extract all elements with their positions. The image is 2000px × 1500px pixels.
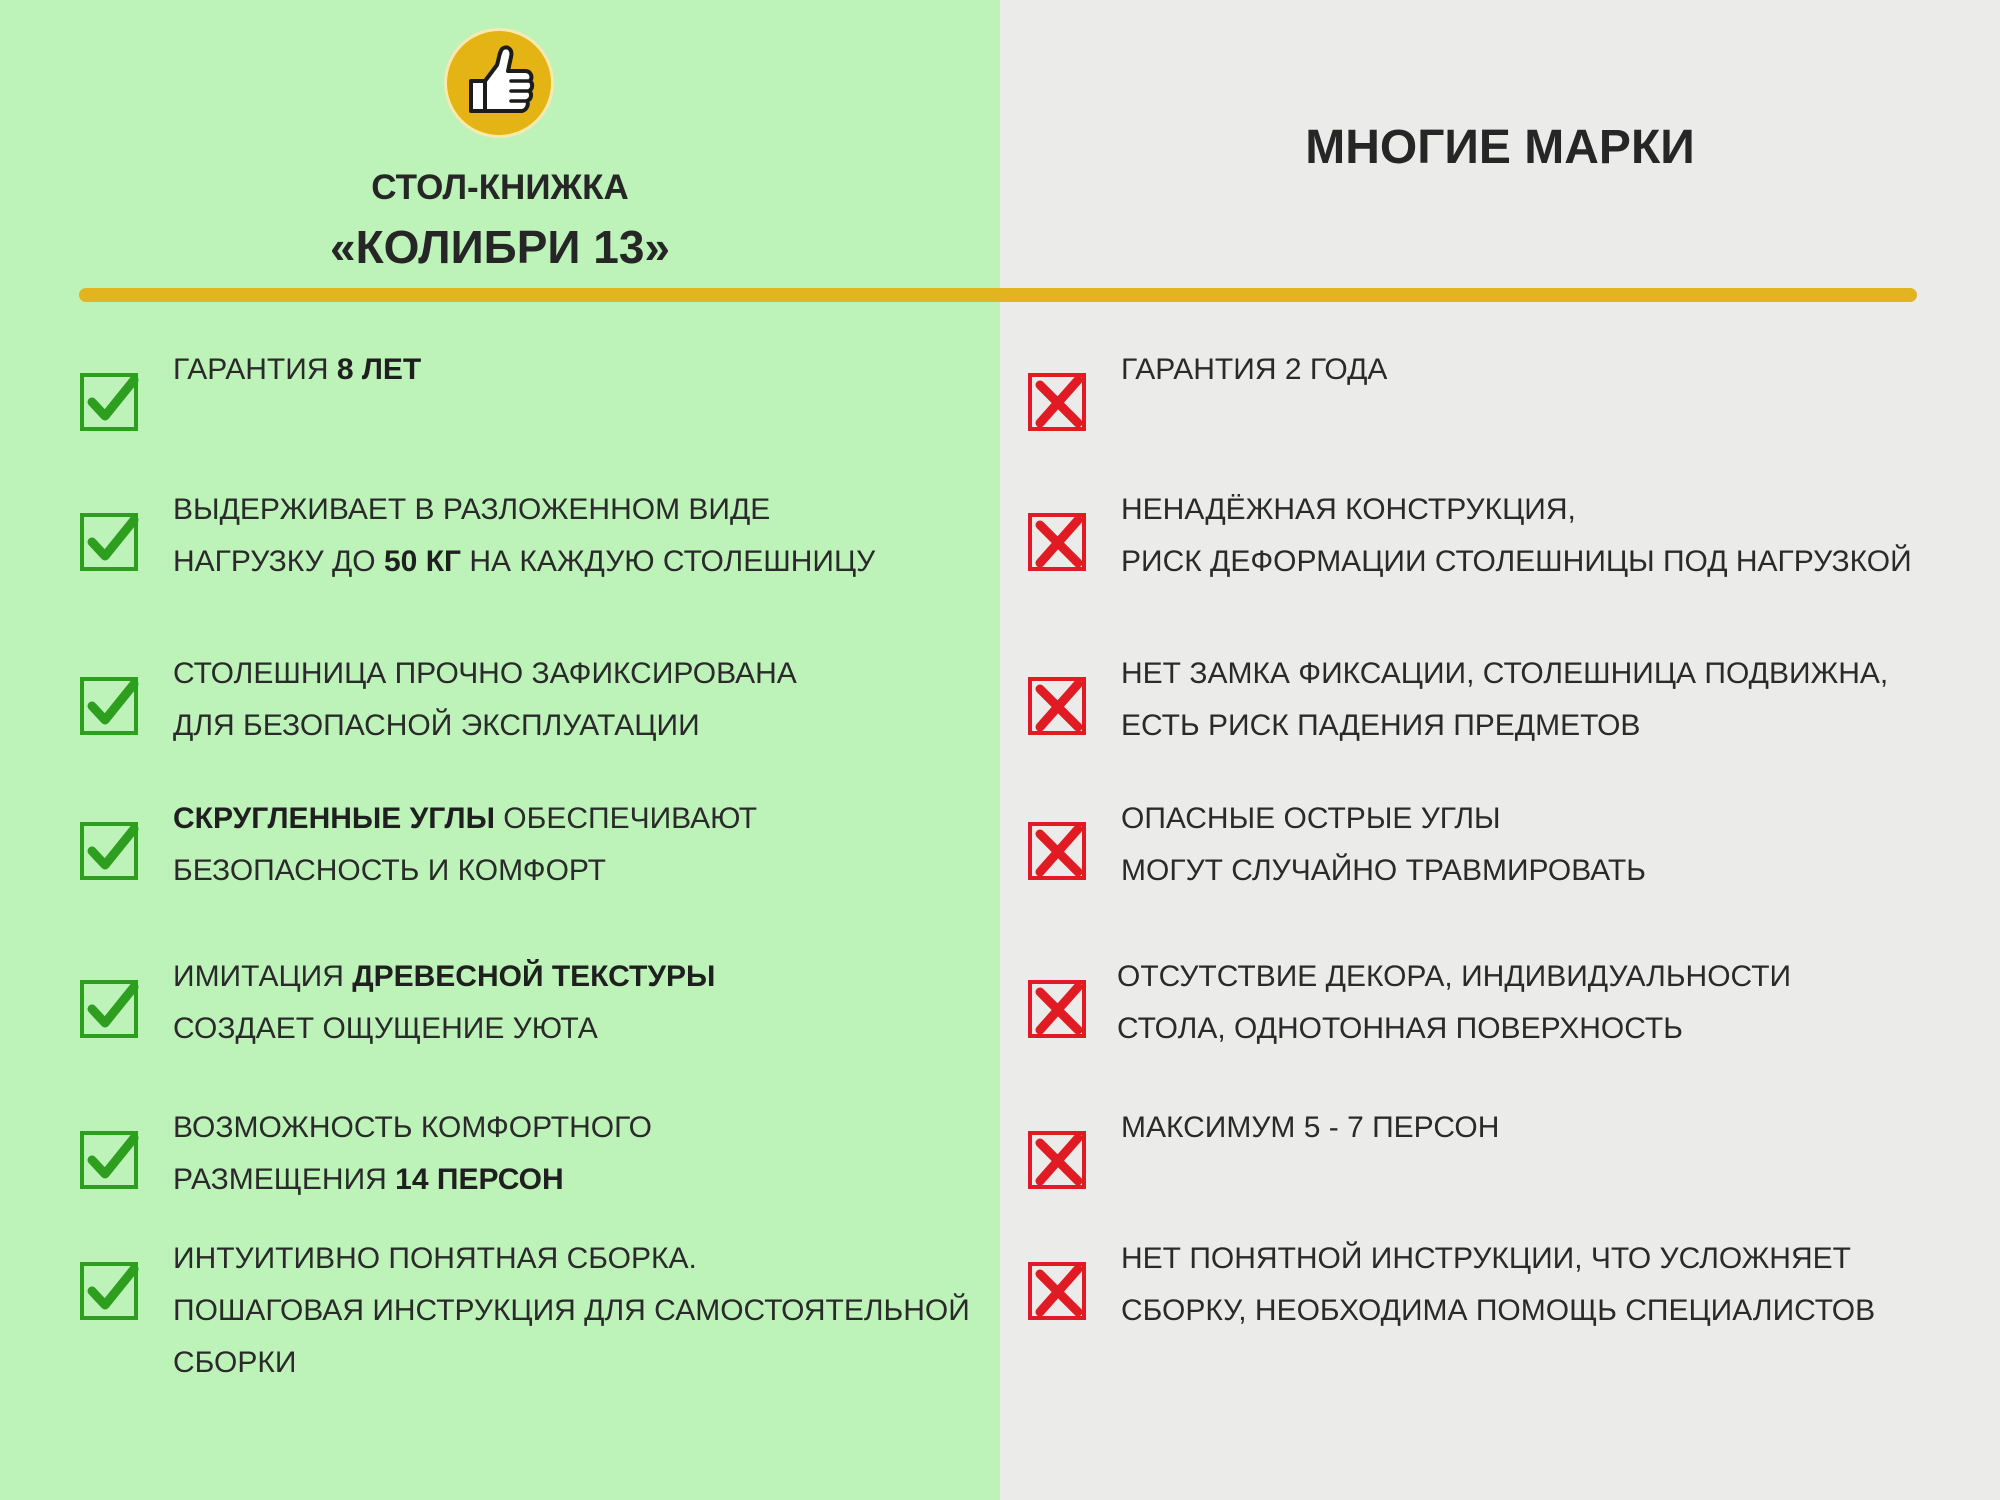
- advantage-item-text: [173, 648, 797, 752]
- item-text-line: [173, 1285, 970, 1337]
- item-text-line: [1121, 845, 1646, 897]
- emphasis-text: ДРЕВЕСНОЙ ТЕКСТУРЫ: [352, 960, 716, 993]
- item-text-line: [173, 484, 875, 536]
- checkbox-check-icon: [79, 512, 143, 576]
- plain-text: НАГРУЗКУ ДО: [173, 545, 384, 578]
- plain-text: НЕТ ЗАМКА ФИКСАЦИИ, СТОЛЕШНИЦА ПОДВИЖНА,: [1121, 657, 1889, 690]
- disadvantage-item-text: [1117, 951, 1791, 1055]
- item-text-line: [173, 700, 797, 752]
- item-text-line: [1117, 1003, 1791, 1055]
- emphasis-text: 8 ЛЕТ: [336, 353, 422, 386]
- plain-text: НА КАЖДУЮ СТОЛЕШНИЦУ: [461, 545, 876, 578]
- checkbox-cross-icon: [1027, 676, 1091, 740]
- thumbs-up-icon: [447, 31, 551, 135]
- plain-text: МОГУТ СЛУЧАЙНО ТРАВМИРОВАТЬ: [1121, 854, 1646, 887]
- checkbox-cross-icon: [1027, 821, 1091, 885]
- item-text-line: [173, 1102, 652, 1154]
- checkbox-check-icon: [79, 1261, 143, 1325]
- plain-text: СОЗДАЕТ ОЩУЩЕНИЕ УЮТА: [173, 1012, 598, 1045]
- item-text-line: [1121, 700, 1888, 752]
- checkbox-cross-icon: [1027, 512, 1091, 576]
- plain-text: ИНТУИТИВНО ПОНЯТНАЯ СБОРКА.: [173, 1242, 697, 1275]
- plain-text: НЕНАДЁЖНАЯ КОНСТРУКЦИЯ,: [1121, 493, 1576, 526]
- header-divider: [79, 288, 1917, 302]
- plain-text: ЕСТЬ РИСК ПАДЕНИЯ ПРЕДМЕТОВ: [1121, 709, 1641, 742]
- plain-text: ГАРАНТИЯ: [173, 353, 337, 386]
- item-text-line: [1121, 484, 1912, 536]
- plain-text: ОБЕСПЕЧИВАЮТ: [494, 802, 758, 835]
- plain-text: ДЛЯ БЕЗОПАСНОЙ ЭКСПЛУАТАЦИИ: [173, 709, 700, 742]
- advantage-item-text: [173, 1233, 970, 1389]
- emphasis-text: СКРУГЛЕННЫЕ УГЛЫ: [173, 802, 495, 835]
- item-text-line: [173, 536, 875, 588]
- checkbox-check-icon: [79, 676, 143, 740]
- advantage-item-text: [173, 951, 715, 1055]
- item-text-line: [173, 793, 757, 845]
- item-text-line: [173, 951, 715, 1003]
- advantage-item-text: [173, 1102, 652, 1206]
- item-text-line: [173, 344, 421, 396]
- item-text-line: [1121, 344, 1387, 396]
- disadvantage-item-text: [1121, 484, 1912, 588]
- plain-text: СТОЛЕШНИЦА ПРОЧНО ЗАФИКСИРОВАНА: [173, 657, 797, 690]
- checkbox-cross-icon: [1027, 372, 1091, 436]
- item-text-line: [173, 845, 757, 897]
- disadvantage-item-text: [1121, 793, 1646, 897]
- emphasis-text: 14 ПЕРСОН: [395, 1163, 564, 1196]
- plain-text: ИМИТАЦИЯ: [173, 960, 353, 993]
- item-text-line: [173, 648, 797, 700]
- item-text-line: [1121, 648, 1888, 700]
- plain-text: ОТСУТСТВИЕ ДЕКОРА, ИНДИВИДУАЛЬНОСТИ: [1117, 960, 1792, 993]
- plain-text: ВОЗМОЖНОСТЬ КОМФОРТНОГО: [173, 1111, 653, 1144]
- plain-text: МАКСИМУМ 5 - 7 ПЕРСОН: [1121, 1111, 1500, 1144]
- disadvantage-item-text: [1121, 1102, 1499, 1154]
- emphasis-text: 50 КГ: [383, 545, 462, 578]
- checkbox-check-icon: [79, 979, 143, 1043]
- item-text-line: [1121, 536, 1912, 588]
- product-title: «КОЛИБРИ 13»: [330, 221, 670, 273]
- plain-text: СБОРКУ, НЕОБХОДИМА ПОМОЩЬ СПЕЦИАЛИСТОВ: [1121, 1294, 1876, 1327]
- item-text-line: [173, 1154, 652, 1206]
- plain-text: РАЗМЕЩЕНИЯ: [173, 1163, 396, 1196]
- checkbox-cross-icon: [1027, 979, 1091, 1043]
- plain-text: СТОЛА, ОДНОТОННАЯ ПОВЕРХНОСТЬ: [1117, 1012, 1683, 1045]
- advantage-item-text: [173, 484, 875, 588]
- disadvantage-item-text: [1121, 648, 1888, 752]
- item-text-line: [173, 1003, 715, 1055]
- disadvantage-item-text: [1121, 1233, 1875, 1337]
- checkbox-check-icon: [79, 372, 143, 436]
- item-text-line: [1121, 1233, 1875, 1285]
- plain-text: БЕЗОПАСНОСТЬ И КОМФОРТ: [173, 854, 606, 887]
- plain-text: НЕТ ПОНЯТНОЙ ИНСТРУКЦИИ, ЧТО УСЛОЖНЯЕТ: [1121, 1242, 1851, 1275]
- advantage-item-text: [173, 344, 421, 396]
- checkbox-check-icon: [79, 1130, 143, 1194]
- plain-text: ПОШАГОВАЯ ИНСТРУКЦИЯ ДЛЯ САМОСТОЯТЕЛЬНОЙ: [173, 1294, 970, 1327]
- product-subtitle: СТОЛ-КНИЖКА: [371, 168, 629, 207]
- checkbox-cross-icon: [1027, 1130, 1091, 1194]
- disadvantage-item-text: [1121, 344, 1387, 396]
- plain-text: ОПАСНЫЕ ОСТРЫЕ УГЛЫ: [1121, 802, 1501, 835]
- plain-text: РИСК ДЕФОРМАЦИИ СТОЛЕШНИЦЫ ПОД НАГРУЗКОЙ: [1121, 545, 1912, 578]
- checkbox-cross-icon: [1027, 1261, 1091, 1325]
- checkbox-check-icon: [79, 821, 143, 885]
- plain-text: ВЫДЕРЖИВАЕТ В РАЗЛОЖЕННОМ ВИДЕ: [173, 493, 771, 526]
- advantage-item-text: [173, 793, 757, 897]
- item-text-line: [1121, 1285, 1875, 1337]
- item-text-line: [173, 1337, 970, 1389]
- item-text-line: [1121, 1102, 1499, 1154]
- item-text-line: [1117, 951, 1791, 1003]
- plain-text: СБОРКИ: [173, 1346, 297, 1379]
- plain-text: ГАРАНТИЯ 2 ГОДА: [1121, 353, 1388, 386]
- item-text-line: [173, 1233, 970, 1285]
- competitor-title: МНОГИЕ МАРКИ: [1305, 121, 1695, 174]
- item-text-line: [1121, 793, 1646, 845]
